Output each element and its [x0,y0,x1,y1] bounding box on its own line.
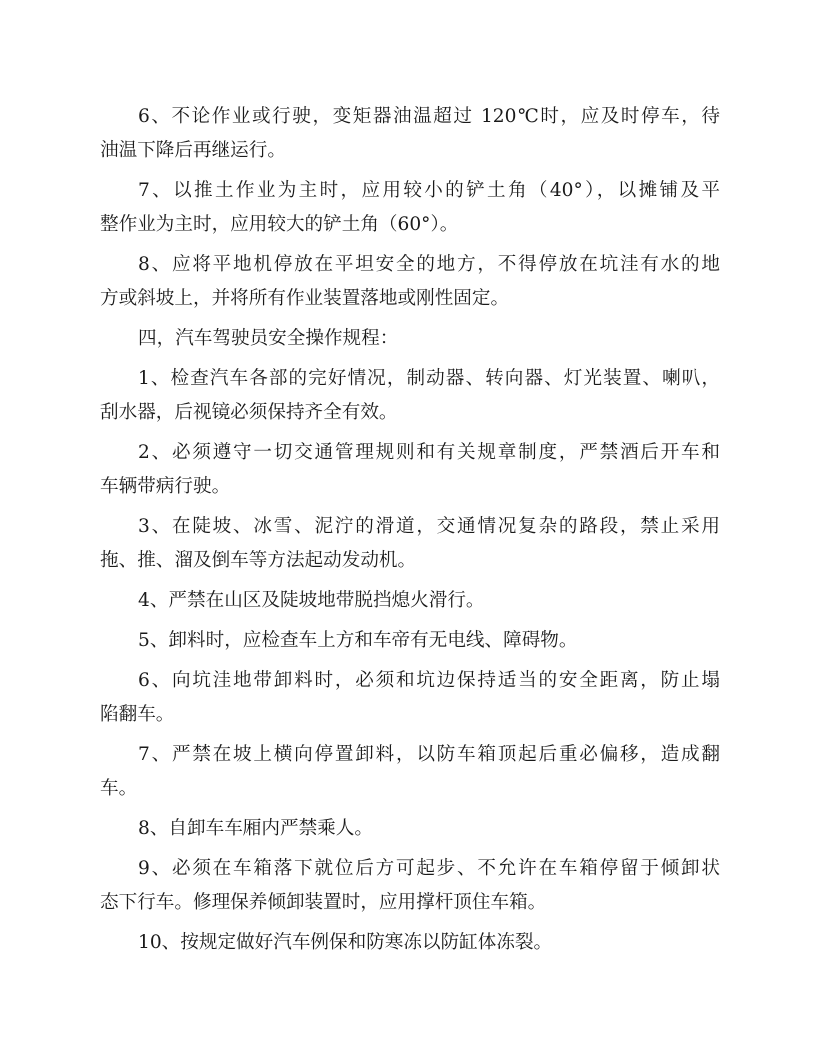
paragraph-line: 5、卸料时，应检查车上方和车帝有无电线、障碍物。 [138,630,578,651]
paragraph [100,624,720,658]
paragraph-line: 6、不论作业或行驶，变矩器油温超过 120℃时，应及时停车，待 [138,106,720,127]
paragraph-line: 油温下降后再继运行。 [100,140,286,161]
paragraph-line: 7、严禁在坡上横向停置卸料，以防车箱顶起后重必偏移，造成翻 [138,744,720,765]
paragraph-line: 车辆带病行驶。 [100,476,231,497]
paragraph [100,926,720,960]
paragraph-line: 整作业为主时，应用较大的铲土角（60°）。 [100,214,459,235]
paragraph [100,362,720,430]
paragraph-line: 1、检查汽车各部的完好情况，制动器、转向器、灯光装置、喇叭， [138,368,720,389]
document-page [100,100,720,966]
paragraph-line: 8、自卸车车厢内严禁乘人。 [138,818,373,839]
paragraph [100,584,720,618]
paragraph-line: 10、按规定做好汽车例保和防寒冻以防缸体冻裂。 [138,932,553,953]
paragraph-line: 6、向坑洼地带卸料时，必须和坑边保持适当的安全距离，防止塌 [138,670,720,691]
paragraph [100,174,720,242]
paragraph-line: 2、必须遵守一切交通管理规则和有关规章制度，严禁酒后开车和 [138,442,720,463]
paragraph-line: 陷翻车。 [100,704,175,725]
paragraph [100,436,720,504]
paragraph-line: 9、必须在车箱落下就位后方可起步、不允许在车箱停留于倾卸状 [138,858,720,879]
paragraph-line: 8、应将平地机停放在平坦安全的地方，不得停放在坑洼有水的地 [138,254,720,275]
paragraph [100,664,720,732]
paragraph-line: 车。 [100,778,138,799]
paragraph [100,812,720,846]
paragraph-line: 3、在陡坡、冰雪、泥泞的滑道，交通情况复杂的路段，禁止采用 [138,516,720,537]
paragraph-line: 四，汽车驾驶员安全操作规程： [138,328,399,349]
paragraph [100,852,720,920]
paragraph [100,510,720,578]
paragraph-line: 态下行车。修理保养倾卸装置时，应用撑杆顶住车箱。 [100,892,547,913]
paragraph-line: 刮水器，后视镜必须保持齐全有效。 [100,402,398,423]
paragraph [100,100,720,168]
paragraph-line: 7、以推土作业为主时，应用较小的铲土角（40°），以摊铺及平 [138,180,720,201]
paragraph-line: 拖、推、溜及倒车等方法起动发动机。 [100,550,417,571]
paragraph [100,738,720,806]
paragraph [100,322,720,356]
paragraph-line: 4、严禁在山区及陡坡地带脱挡熄火滑行。 [138,590,485,611]
paragraph [100,248,720,316]
paragraph-line: 方或斜坡上，并将所有作业装置落地或刚性固定。 [100,288,510,309]
